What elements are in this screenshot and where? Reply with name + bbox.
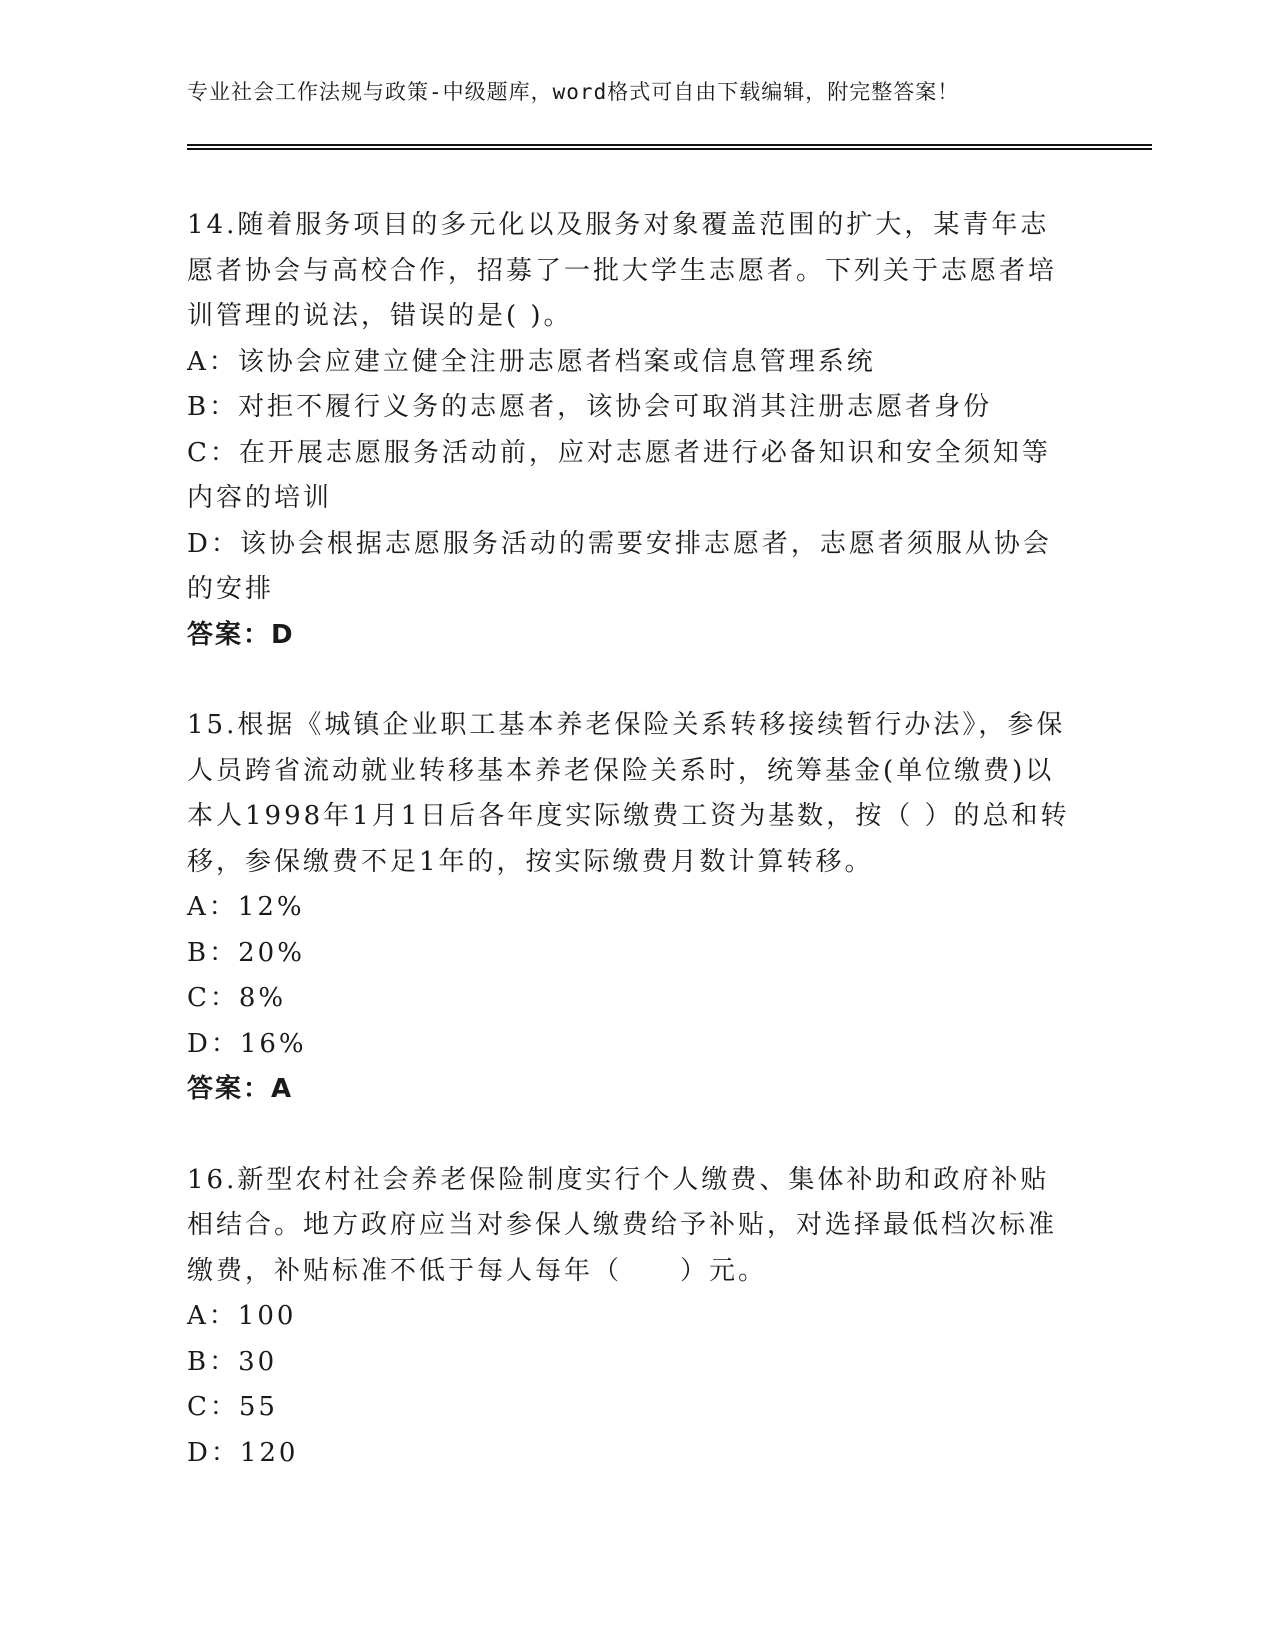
answer-line: 答案：D [187, 619, 295, 650]
option-b: B：30 [187, 1346, 278, 1377]
option-b: B：对拒不履行义务的志愿者，该协会可取消其注册志愿者身份 [187, 392, 993, 422]
question-list [187, 203, 1072, 1521]
option-c: C：8% [187, 983, 287, 1013]
header-divider [187, 144, 1152, 150]
option-a: A：100 [187, 1301, 297, 1331]
question-15 [187, 703, 1072, 1113]
option-b: B：20% [187, 937, 305, 968]
option-a: A：该协会应建立健全注册志愿者档案或信息管理系统 [187, 346, 876, 377]
question-stem: 15.根据《城镇企业职工基本养老保险关系转移接续暂行办法》，参保人员跨省流动就业转移基本养老保险关系时，统筹基金(单位缴费)以本人1998年1月1日后各年度实际缴费工资为基数，按（ ）的总和转移，参保缴费不足1年的，按实际缴费月数计算转移。 [187, 710, 1070, 877]
question-16 [187, 1158, 1072, 1477]
option-c: C：在开展志愿服务活动前，应对志愿者进行必备知识和安全须知等内容的培训 [187, 437, 1051, 513]
answer-line: 答案：A [187, 1074, 294, 1104]
option-a: A：12% [187, 892, 305, 922]
option-c: C：55 [187, 1392, 278, 1422]
question-stem: 14.随着服务项目的多元化以及服务对象覆盖范围的扩大，某青年志愿者协会与高校合作，招募了一批大学生志愿者。下列关于志愿者培训管理的说法，错误的是( )。 [187, 210, 1058, 331]
option-d: D：120 [187, 1437, 299, 1468]
question-14 [187, 203, 1072, 658]
question-stem: 16.新型农村社会养老保险制度实行个人缴费、集体补助和政府补贴相结合。地方政府应当对参保人缴费给予补贴，对选择最低档次标准缴费，补贴标准不低于每人每年（ ）元。 [187, 1164, 1058, 1286]
page-header: 专业社会工作法规与政策-中级题库，word格式可自由下载编辑，附完整答案！ [187, 80, 960, 104]
option-d: D：该协会根据志愿服务活动的需要安排志愿者，志愿者须服从协会的安排 [187, 528, 1052, 604]
option-d: D：16% [187, 1028, 307, 1059]
